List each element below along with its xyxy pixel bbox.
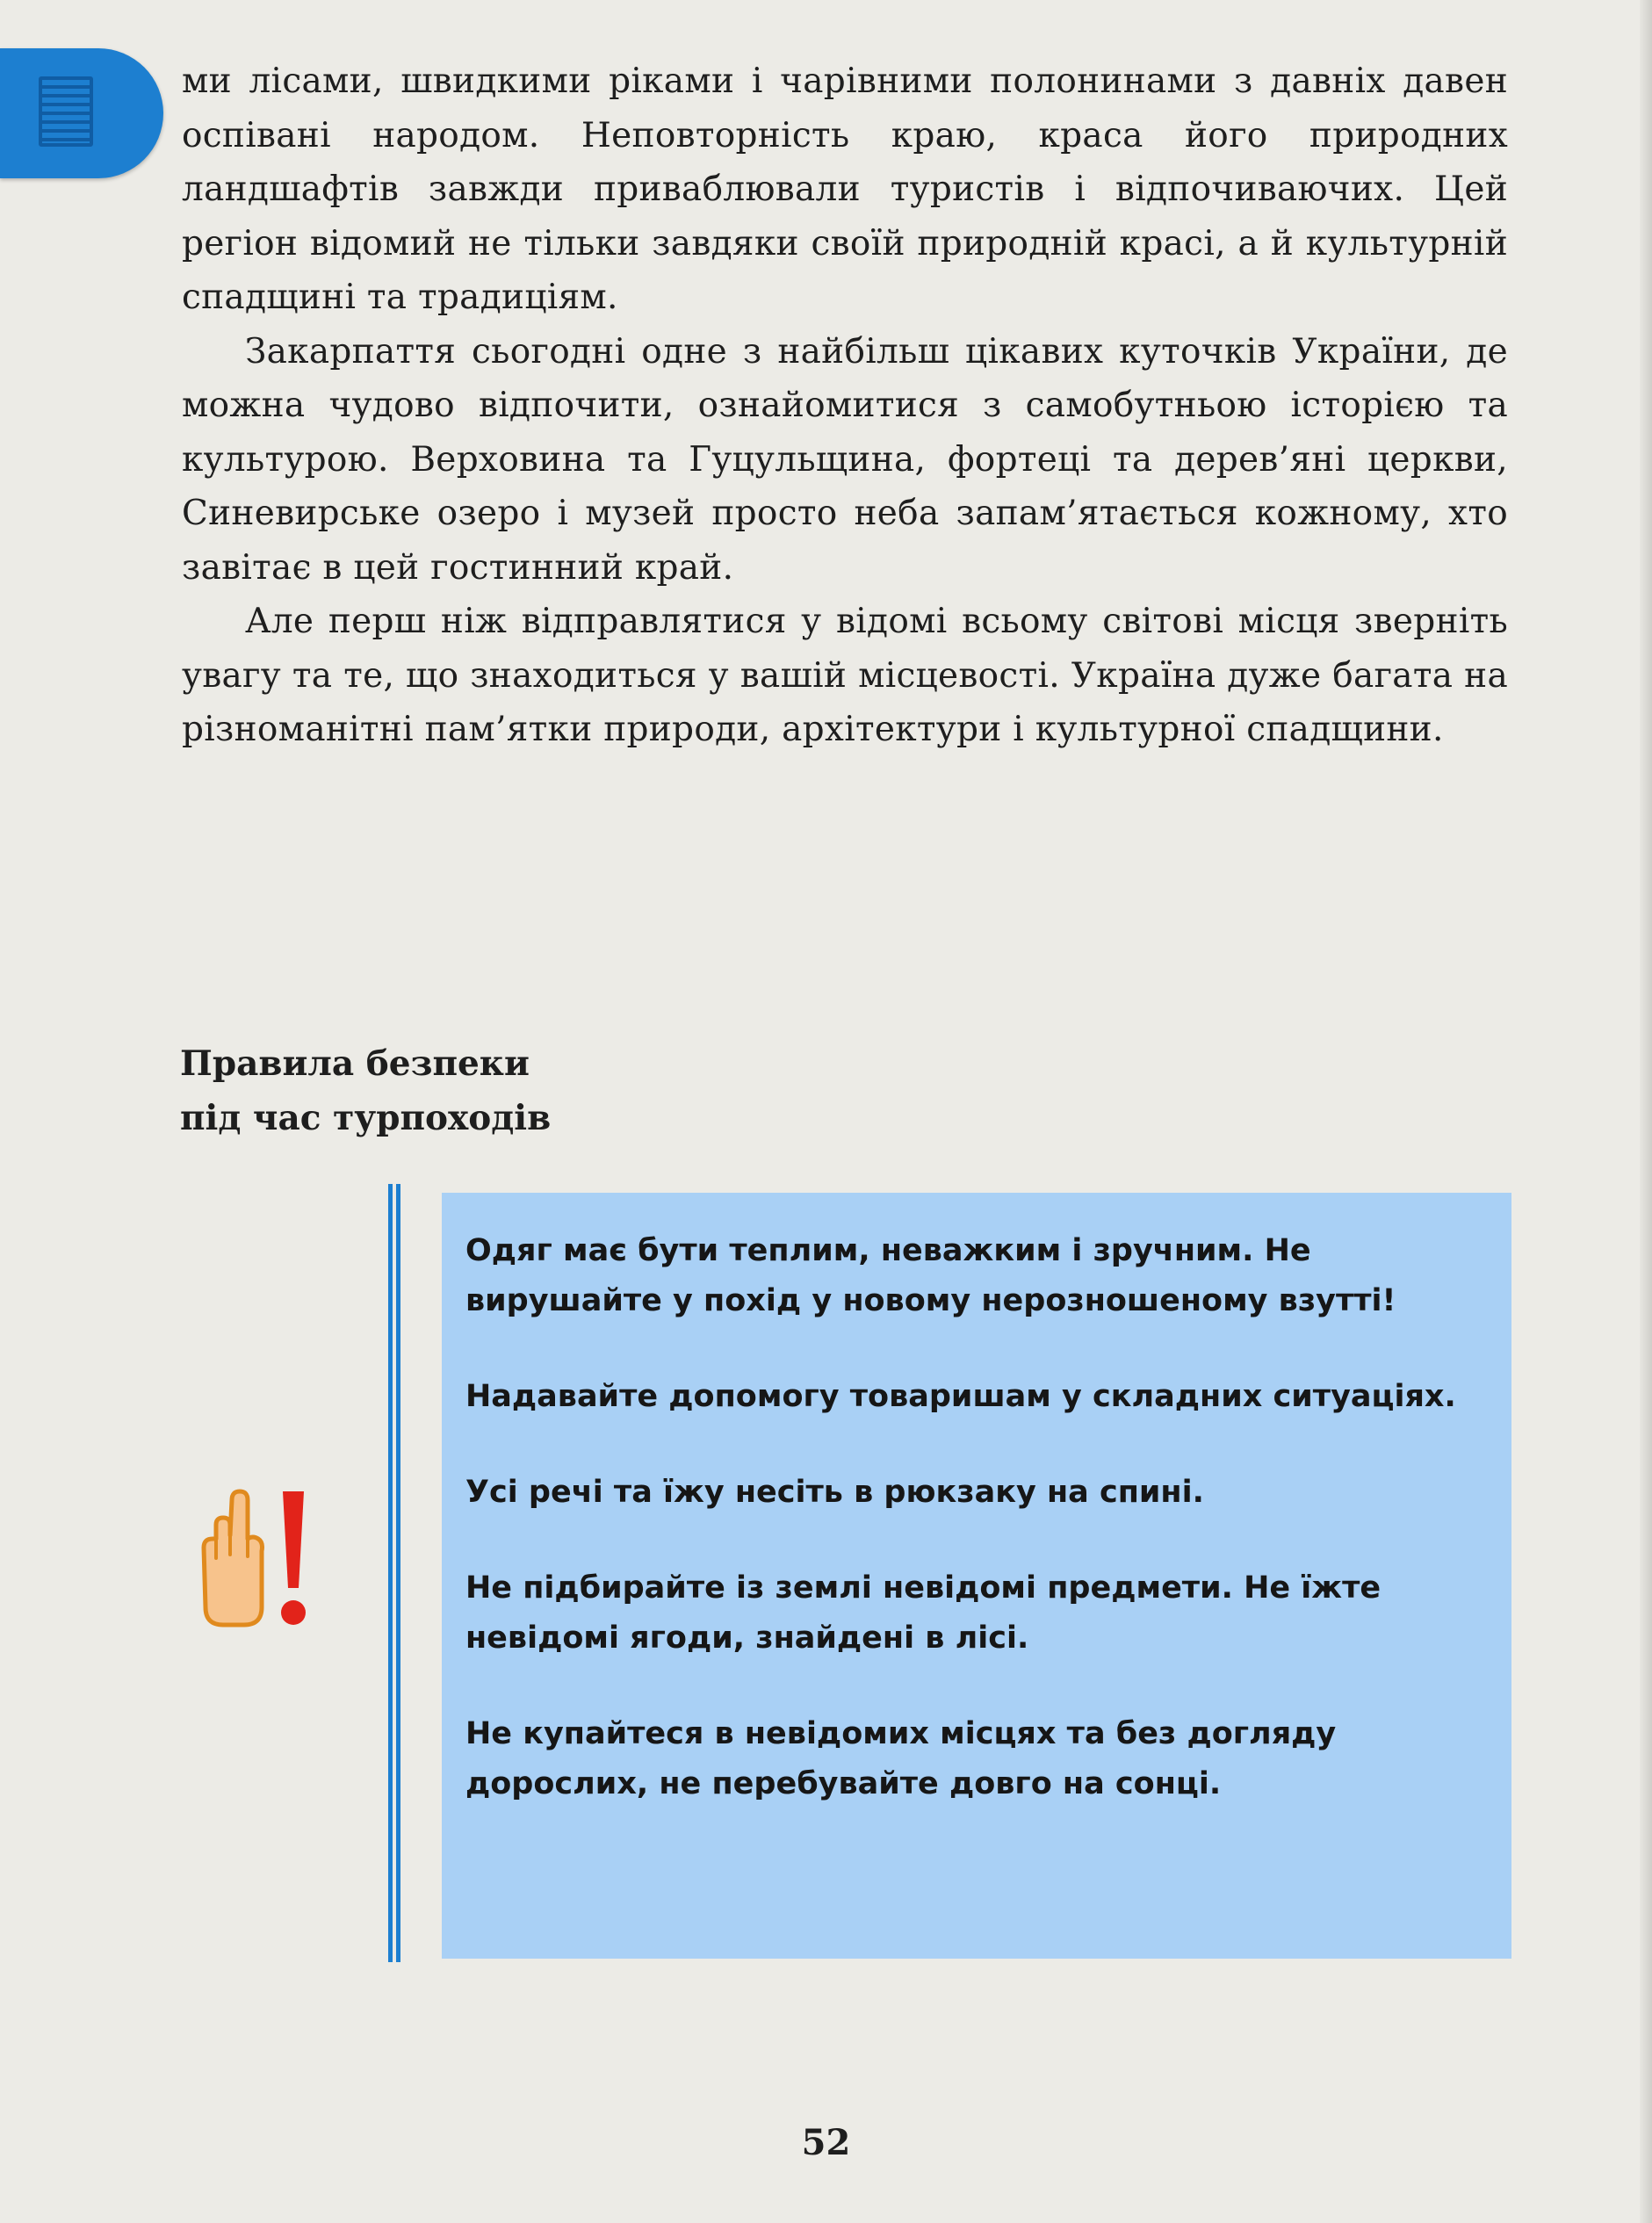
raised-finger-exclamation-icon: [195, 1484, 318, 1634]
page-edge: [1640, 0, 1652, 2223]
safety-rule: Надавайте допомогу товаришам у складних ситуаціях.: [465, 1379, 1456, 1414]
safety-heading: [180, 1036, 795, 1145]
safety-rule: Усі речі та їжу несіть в рюкзаку на спині.: [465, 1475, 1204, 1510]
safety-heading-line-2: під час турпоходів: [180, 1098, 552, 1138]
chapter-tab: [0, 48, 163, 178]
safety-rule: Не купайтеся в невідомих місцях та без догляду дорослих, не перебувайте довго на сонці.: [465, 1716, 1337, 1801]
safety-heading-line-1: Правила безпеки: [180, 1043, 530, 1084]
body-text: [182, 54, 1508, 757]
document-lines-icon: [39, 76, 93, 147]
safety-rule: Не підбирайте із землі невідомі предмети. Не їжте невідомі ягоди, знайдені в лісі.: [465, 1570, 1381, 1656]
raised-finger-icon: [204, 1491, 263, 1625]
exclamation-icon: [281, 1491, 306, 1625]
paragraph-1: ми лісами, швидкими ріками і чарівними полонинами з давніх давен оспівані народом. Неповторність краю, краса його природних ландшафтів завжди приваблювали туристів і відпочиваючих. Цей регіон відомий не тільки завдяки своїй природній красі, а й культурній спадщині та традиціям.: [182, 61, 1508, 317]
paragraph-3: Але перш ніж відправлятися у відомі всьому світові місця зверніть увагу та те, що знаходиться у вашій місцевості. Україна дуже багата на різноманітні пам’ятки природи, архітектури і культурної спадщини.: [182, 602, 1508, 749]
safety-rule: Одяг має бути теплим, неважким і зручним. Не вирушайте у похід у новому нерозношеному взутті!: [465, 1233, 1396, 1318]
paragraph-2: Закарпаття сьогодні одне з найбільш цікавих куточків України, де можна чудово відпочити, ознайомитися з самобутньою історією та культурою. Верховина та Гуцульщина, фортеці та дерев’яні церкви, Синевирське озеро і музей просто неба запам’ятається кожному, хто завітає в цей гостинний край.: [182, 331, 1508, 588]
page-number: 52: [801, 2122, 851, 2163]
safety-rules-box: [442, 1193, 1511, 1959]
rules-accent-bar: [388, 1184, 400, 1962]
